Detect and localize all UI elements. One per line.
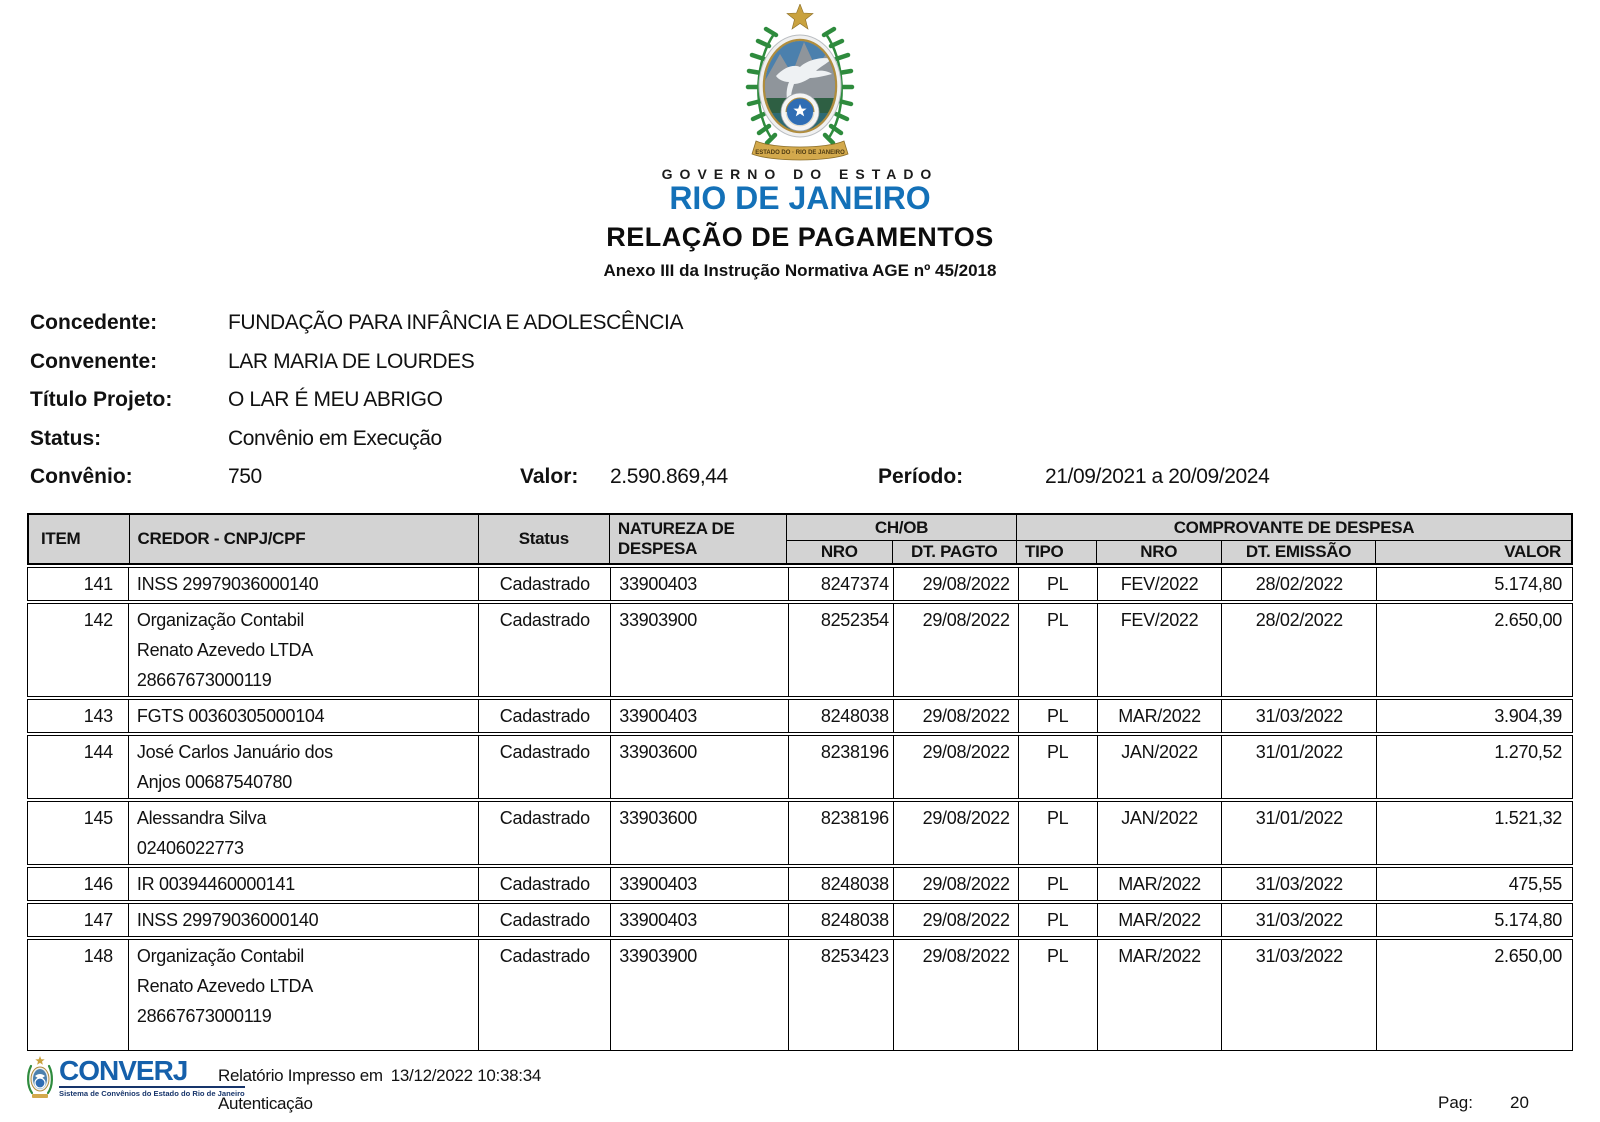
cell-status: Cadastrado xyxy=(478,604,610,696)
cell-dt_emissao: 31/03/2022 xyxy=(1221,940,1376,1050)
cell-status: Cadastrado xyxy=(478,802,610,864)
table-header xyxy=(27,513,1573,565)
cell-valor: 475,55 xyxy=(1376,868,1572,900)
convenio-info xyxy=(30,304,1575,497)
printed-info xyxy=(218,1066,541,1086)
column-header-item: ITEM xyxy=(41,529,81,549)
cell-natureza: 33903900 xyxy=(610,940,788,1050)
cell-dt_pagto: 29/08/2022 xyxy=(893,904,1018,936)
cell-nro: JAN/2022 xyxy=(1097,802,1222,864)
cell-dt_pagto: 29/08/2022 xyxy=(893,802,1018,864)
table-row xyxy=(27,699,1573,733)
cell-tipo: PL xyxy=(1018,604,1097,696)
auth-label: Autenticação xyxy=(218,1094,313,1113)
column-header-tipo: TIPO xyxy=(1024,542,1064,561)
cell-credor: INSS 29979036000140 xyxy=(128,568,479,600)
info-row-status xyxy=(30,420,1575,459)
rio-de-janeiro-coat-of-arms-icon xyxy=(732,4,868,162)
titulo-projeto-label: Título Projeto: xyxy=(30,388,173,412)
state-name: RIO DE JANEIRO xyxy=(669,180,931,216)
valor-label: Valor: xyxy=(520,465,579,489)
cell-valor: 2.650,00 xyxy=(1376,940,1572,1050)
cell-credor: IR 00394460000141 xyxy=(128,868,479,900)
cell-item: 148 xyxy=(83,946,113,966)
periodo-value: 21/09/2021 a 20/09/2024 xyxy=(1045,465,1270,489)
cell-credor: Alessandra Silva 02406022773 xyxy=(128,802,479,864)
cell-chob_nro: 8238196 xyxy=(788,802,893,864)
cell-item: 145 xyxy=(83,808,113,828)
converj-logo xyxy=(26,1056,245,1102)
cell-nro: MAR/2022 xyxy=(1097,904,1222,936)
table-row xyxy=(27,939,1573,1051)
cell-valor: 5.174,80 xyxy=(1376,568,1572,600)
cell-chob_nro: 8248038 xyxy=(788,700,893,732)
cell-item: 144 xyxy=(83,742,113,762)
cell-credor: FGTS 00360305000104 xyxy=(128,700,479,732)
table-row xyxy=(27,603,1573,697)
cell-nro: FEV/2022 xyxy=(1097,604,1222,696)
cell-nro: MAR/2022 xyxy=(1097,700,1222,732)
cell-tipo: PL xyxy=(1018,904,1097,936)
cell-dt_pagto: 29/08/2022 xyxy=(893,940,1018,1050)
cell-chob_nro: 8253423 xyxy=(788,940,893,1050)
cell-status: Cadastrado xyxy=(478,868,610,900)
cell-natureza: 33903900 xyxy=(610,604,788,696)
cell-chob_nro: 8238196 xyxy=(788,736,893,798)
column-header-nro: NRO xyxy=(1096,541,1221,563)
info-row-convenente xyxy=(30,343,1575,382)
cell-nro: JAN/2022 xyxy=(1097,736,1222,798)
concedente-value: FUNDAÇÃO PARA INFÂNCIA E ADOLESCÊNCIA xyxy=(228,311,684,335)
cell-natureza: 33903600 xyxy=(610,736,788,798)
cell-valor: 3.904,39 xyxy=(1376,700,1572,732)
table-body xyxy=(27,567,1573,1051)
concedente-label: Concedente: xyxy=(30,311,158,335)
column-header-status: Status xyxy=(478,515,609,563)
cell-item: 141 xyxy=(83,574,113,594)
cell-valor: 1.270,52 xyxy=(1376,736,1572,798)
cell-nro: MAR/2022 xyxy=(1097,868,1222,900)
cell-credor: Organização Contabil Renato Azevedo LTDA 28667673000119 xyxy=(128,604,479,696)
cell-item: 143 xyxy=(83,706,113,726)
cell-dt_emissao: 31/03/2022 xyxy=(1221,700,1376,732)
titulo-projeto-value: O LAR É MEU ABRIGO xyxy=(228,388,443,412)
cell-tipo: PL xyxy=(1018,700,1097,732)
cell-dt_pagto: 29/08/2022 xyxy=(893,568,1018,600)
government-line: GOVERNO DO ESTADO xyxy=(661,166,939,182)
cell-dt_pagto: 29/08/2022 xyxy=(893,868,1018,900)
info-row-concedente xyxy=(30,304,1575,343)
cell-valor: 2.650,00 xyxy=(1376,604,1572,696)
periodo-label: Período: xyxy=(878,465,964,489)
table-row xyxy=(27,567,1573,601)
cell-dt_pagto: 29/08/2022 xyxy=(893,700,1018,732)
cell-status: Cadastrado xyxy=(478,736,610,798)
table-row xyxy=(27,735,1573,799)
payments-table xyxy=(27,513,1573,1051)
cell-natureza: 33900403 xyxy=(610,868,788,900)
cell-status: Cadastrado xyxy=(478,568,610,600)
page-number: 20 xyxy=(1510,1093,1529,1112)
status-value: Convênio em Execução xyxy=(228,426,442,450)
valor-value: 2.590.869,44 xyxy=(610,465,728,489)
printed-label: Relatório Impresso em xyxy=(218,1066,383,1085)
column-header-valor: VALOR xyxy=(1375,541,1571,563)
cell-status: Cadastrado xyxy=(478,700,610,732)
column-header-comprovante: COMPROVANTE DE DESPESA xyxy=(1017,515,1571,541)
cell-natureza: 33900403 xyxy=(610,904,788,936)
column-header-chob: CH/OB xyxy=(787,515,1016,541)
column-header-chob-nro: NRO xyxy=(820,542,858,561)
svg-text:ESTADO DO · RIO DE JANEIRO: ESTADO DO · RIO DE JANEIRO xyxy=(755,150,845,156)
report-title: RELAÇÃO DE PAGAMENTOS xyxy=(606,222,994,252)
cell-chob_nro: 8248038 xyxy=(788,904,893,936)
cell-dt_emissao: 28/02/2022 xyxy=(1221,604,1376,696)
converj-wordmark: CONVERJ xyxy=(59,1055,188,1086)
convenio-value: 750 xyxy=(228,465,262,489)
cell-dt_emissao: 31/01/2022 xyxy=(1221,736,1376,798)
converj-emblem-icon xyxy=(26,1056,54,1102)
report-subtitle: Anexo III da Instrução Normativa AGE nº 45/2018 xyxy=(603,261,997,280)
cell-natureza: 33900403 xyxy=(610,568,788,600)
cell-credor: INSS 29979036000140 xyxy=(128,904,479,936)
cell-tipo: PL xyxy=(1018,940,1097,1050)
cell-item: 147 xyxy=(83,910,113,930)
table-row xyxy=(27,801,1573,865)
cell-natureza: 33903600 xyxy=(610,802,788,864)
cell-tipo: PL xyxy=(1018,568,1097,600)
cell-dt_pagto: 29/08/2022 xyxy=(893,736,1018,798)
convenente-label: Convenente: xyxy=(30,349,158,373)
cell-credor: Organização Contabil Renato Azevedo LTDA 28667673000119 xyxy=(128,940,479,1050)
cell-nro: MAR/2022 xyxy=(1097,940,1222,1050)
table-row xyxy=(27,903,1573,937)
cell-dt_emissao: 31/03/2022 xyxy=(1221,904,1376,936)
cell-dt_emissao: 31/01/2022 xyxy=(1221,802,1376,864)
cell-status: Cadastrado xyxy=(478,904,610,936)
column-group-chob xyxy=(786,515,1016,563)
cell-tipo: PL xyxy=(1018,868,1097,900)
cell-nro: FEV/2022 xyxy=(1097,568,1222,600)
column-header-natureza: NATUREZA DE DESPESA xyxy=(609,515,786,563)
column-header-credor: CREDOR - CNPJ/CPF xyxy=(129,515,478,563)
table-row xyxy=(27,867,1573,901)
cell-valor: 5.174,80 xyxy=(1376,904,1572,936)
info-row-convenio xyxy=(30,458,1575,497)
cell-item: 146 xyxy=(83,874,113,894)
column-header-dt-emissao: DT. EMISSÃO xyxy=(1221,541,1376,563)
cell-dt_pagto: 29/08/2022 xyxy=(893,604,1018,696)
printed-datetime: 13/12/2022 10:38:34 xyxy=(390,1066,541,1085)
cell-item: 142 xyxy=(83,610,113,630)
page-label: Pag: xyxy=(1438,1093,1473,1112)
converj-tagline: Sistema de Convênios do Estado do Rio de Janeiro xyxy=(59,1086,245,1098)
cell-dt_emissao: 31/03/2022 xyxy=(1221,868,1376,900)
info-row-titulo-projeto xyxy=(30,381,1575,420)
column-group-comprovante xyxy=(1016,515,1571,563)
cell-chob_nro: 8248038 xyxy=(788,868,893,900)
cell-tipo: PL xyxy=(1018,736,1097,798)
cell-chob_nro: 8247374 xyxy=(788,568,893,600)
cell-valor: 1.521,32 xyxy=(1376,802,1572,864)
convenente-value: LAR MARIA DE LOURDES xyxy=(228,349,475,373)
status-label: Status: xyxy=(30,426,102,450)
convenio-label: Convênio: xyxy=(30,465,133,489)
cell-dt_emissao: 28/02/2022 xyxy=(1221,568,1376,600)
column-header-dt-pagto: DT. PAGTO xyxy=(892,541,1016,563)
cell-tipo: PL xyxy=(1018,802,1097,864)
cell-status: Cadastrado xyxy=(478,940,610,1050)
cell-credor: José Carlos Januário dos Anjos 00687540780 xyxy=(128,736,479,798)
cell-chob_nro: 8252354 xyxy=(788,604,893,696)
report-header xyxy=(0,4,1600,281)
cell-natureza: 33900403 xyxy=(610,700,788,732)
